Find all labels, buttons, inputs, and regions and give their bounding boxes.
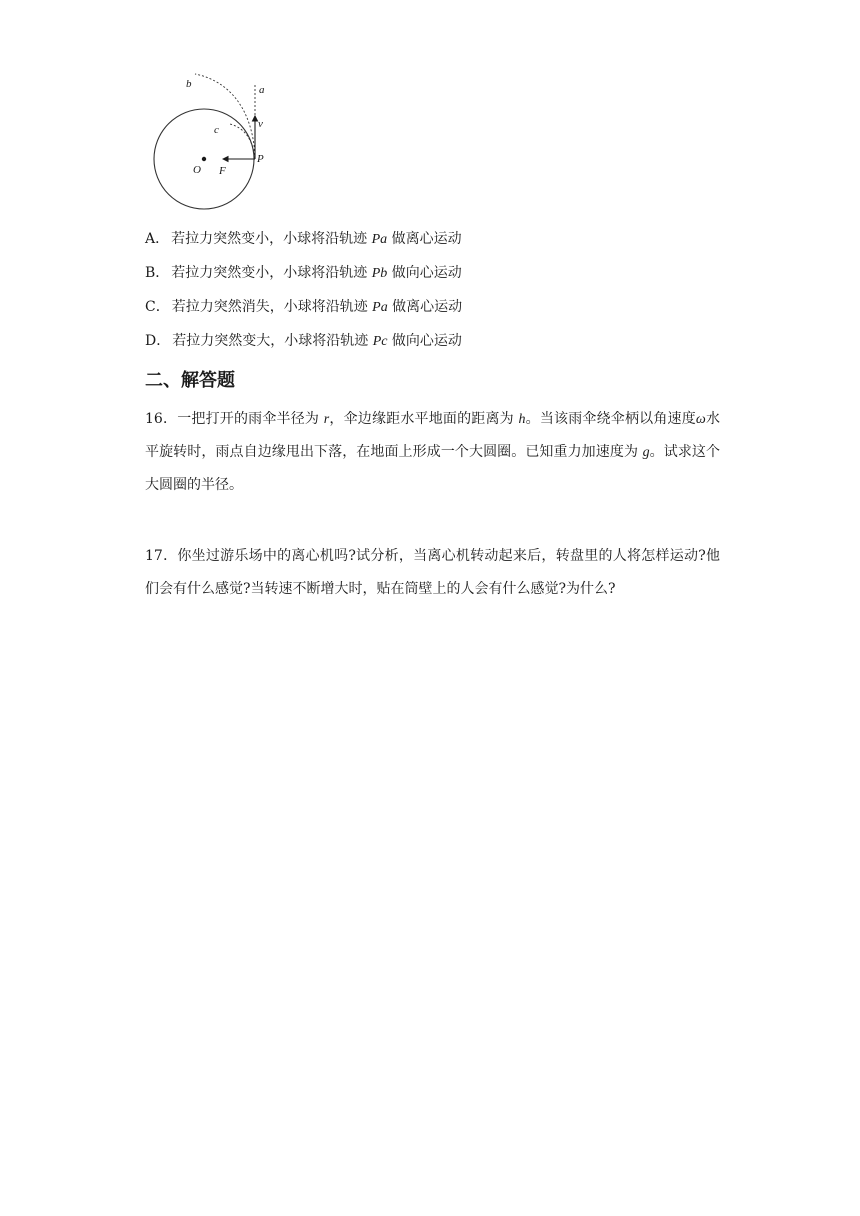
option-d-text: 若拉力突然变大，小球将沿轨迹: [172, 333, 373, 349]
option-b-text-end: 做向心运动: [387, 265, 462, 281]
option-c: [145, 297, 462, 318]
q16-text-1: 一把打开的雨伞半径为: [177, 411, 324, 427]
q16-number: 16．: [145, 411, 178, 427]
q17-number: 17．: [145, 548, 178, 564]
path-b-curve: [195, 74, 255, 159]
option-c-letter: C．: [145, 299, 170, 315]
option-a-text-end: 做离心运动: [387, 231, 462, 247]
label-O: O: [193, 164, 201, 176]
q16-text-3: 。当该雨伞绕伞柄以角速度: [525, 411, 696, 427]
q16-var-h: h: [518, 412, 526, 427]
option-b-path: Pb: [371, 266, 388, 281]
q16-text-2: ，伞边缘距水平地面的距离为: [329, 411, 519, 427]
label-c: c: [214, 124, 219, 136]
label-b: b: [186, 78, 192, 90]
option-a-path: Pa: [371, 232, 388, 247]
question-16: [145, 403, 720, 502]
q16-text-4: 水平旋转时，雨点自边缘甩出下落，在地面上形成一个大圆圈。已知重力加速度为: [145, 411, 721, 460]
label-F: F: [219, 165, 226, 177]
option-a: [145, 229, 462, 250]
option-d-path: Pc: [372, 334, 388, 349]
circular-motion-figure: [150, 72, 280, 217]
option-c-text-end: 做离心运动: [387, 299, 463, 315]
label-a: a: [259, 84, 265, 96]
option-d-letter: D．: [145, 333, 171, 349]
option-b-letter: B．: [145, 265, 170, 281]
question-17: [145, 540, 720, 606]
option-d: [145, 331, 462, 352]
option-b: [145, 263, 462, 284]
option-b-text: 若拉力突然变小，小球将沿轨迹: [171, 265, 372, 281]
q16-var-r: r: [323, 412, 330, 427]
q17-text: 你坐过游乐场中的离心机吗?试分析，当离心机转动起来后，转盘里的人将怎样运动?他们会有什么感觉?当转速不断增大时，贴在筒壁上的人会有什么感觉?为什么?: [145, 548, 720, 597]
option-d-text-end: 做向心运动: [387, 333, 462, 349]
center-point-O: [202, 157, 206, 161]
q16-var-g: g: [642, 445, 650, 460]
label-v: v: [258, 118, 263, 130]
label-P: P: [257, 153, 264, 165]
option-a-text: 若拉力突然变小，小球将沿轨迹: [171, 231, 372, 247]
option-c-path: Pa: [372, 300, 388, 315]
figure-svg: [150, 72, 280, 217]
q16-text-5: 。试求这个大圆圈的半径。: [145, 444, 720, 493]
option-a-letter: A．: [145, 231, 170, 247]
option-c-text: 若拉力突然消失，小球将沿轨迹: [171, 299, 373, 315]
q16-var-omega: ω: [695, 412, 706, 427]
section-title: 二、解答题: [145, 370, 235, 391]
